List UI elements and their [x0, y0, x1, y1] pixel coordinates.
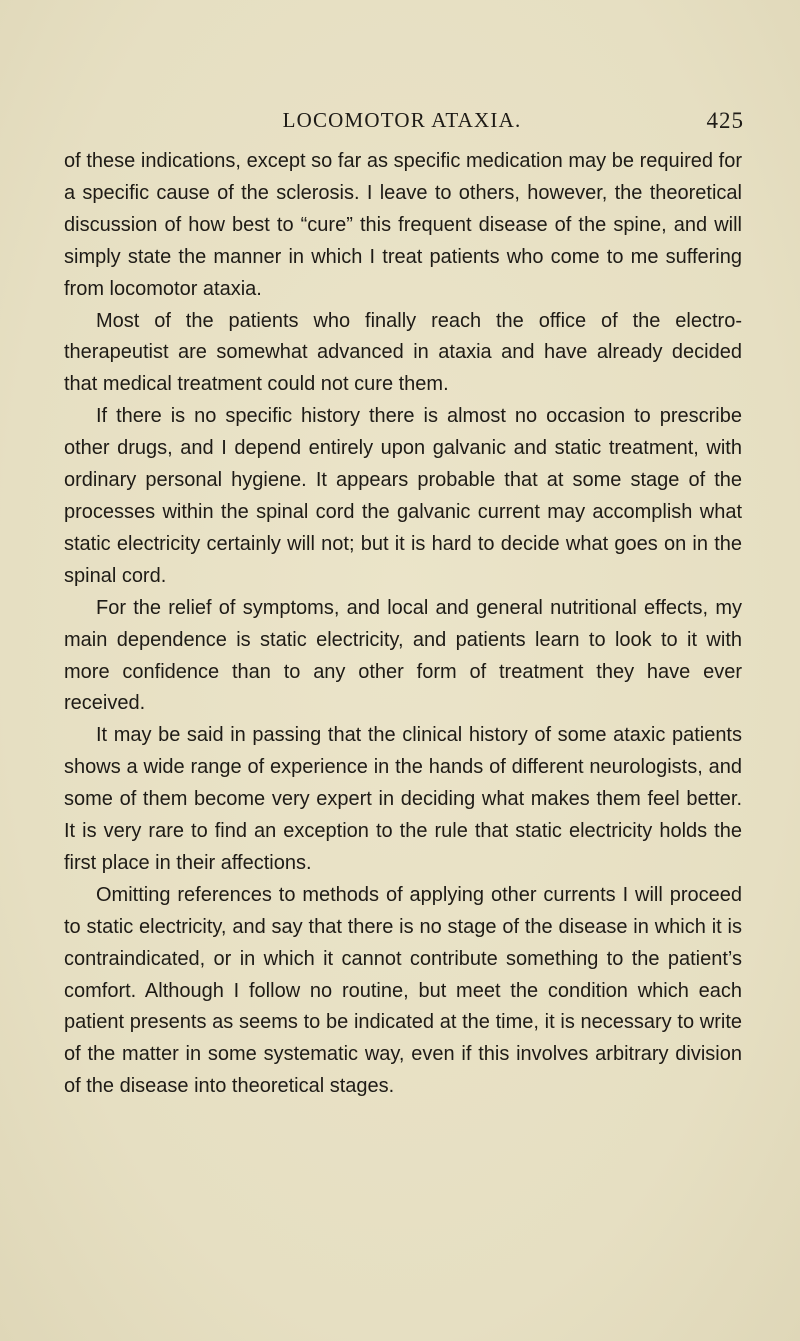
body-text — [64, 146, 742, 1103]
paragraph: For the relief of symptoms, and local and general nutritional effects, my main dependence is static electricity, and patients learn to look to it with more confidence than to any other form of treatment they have ever received. — [64, 596, 742, 715]
running-head: LOCOMOTOR ATAXIA. — [282, 108, 522, 132]
page-header — [64, 108, 744, 140]
paragraph-continued: of these indications, except so far as specific medication may be required for a specific cause of the sclerosis. I leave to others, however, the theoretical discussion of how best to “cure” this frequent disease of the spine, and will simply state the manner in which I treat patients who come to me suffering from locomotor ataxia. — [64, 150, 742, 300]
paragraph: If there is no specific history there is almost no occasion to prescribe other drugs, and I depend entirely upon galvanic and static treatment, with ordinary personal hygiene. It appears probable that at some stage of the processes within the spinal cord the galvanic current may accomplish what static electricity certainly will not; but it is hard to decide what goes on in the spinal cord. — [64, 405, 742, 587]
paragraph: Most of the patients who finally reach the office of the electro-therapeutist are somewhat advanced in ataxia and have already decided that medical treatment could not cure them. — [64, 309, 742, 396]
page-number: 425 — [706, 108, 744, 133]
paragraph: Omitting references to methods of applying other currents I will proceed to static electricity, and say that there is no stage of the disease in which it is contraindicated, or in which it cannot contribute something to the patient’s comfort. Although I follow no routine, but meet the condition which each patient presents as seems to be indicated at the time, it is necessary to write of the matter in some systematic way, even if this involves arbitrary division of the disease into theoretical stages. — [64, 883, 742, 1098]
paragraph: It may be said in passing that the clinical history of some ataxic patients shows a wide range of experience in the hands of different neurologists, and some of them become very expert in deciding what makes them feel better. It is very rare to find an exception to the rule that static electricity holds the first place in their affections. — [64, 724, 742, 874]
